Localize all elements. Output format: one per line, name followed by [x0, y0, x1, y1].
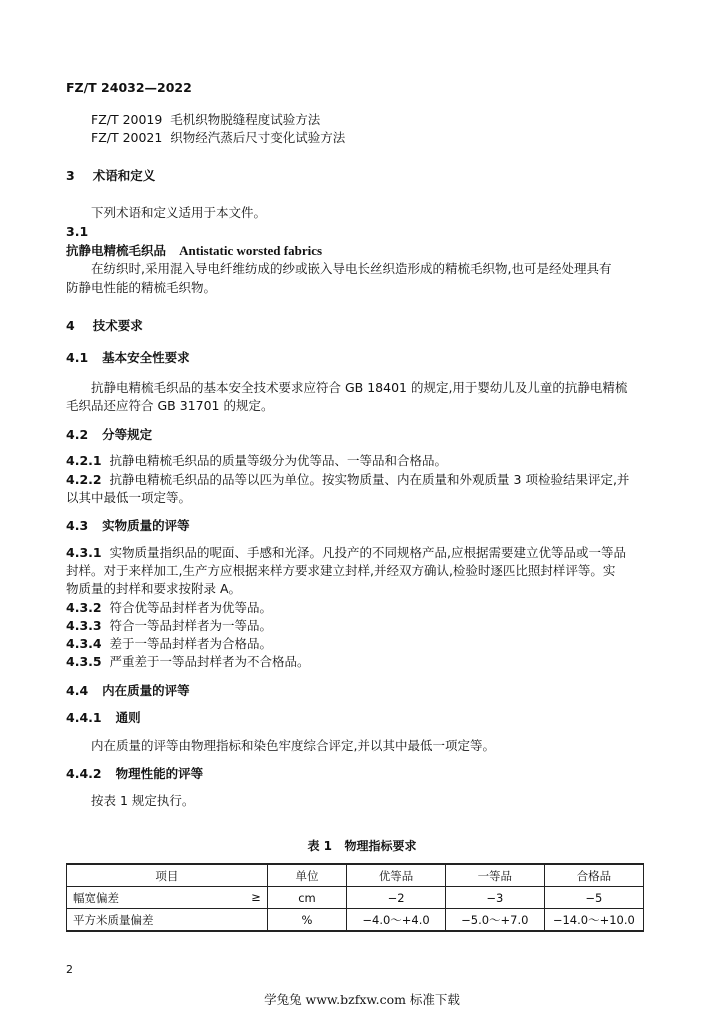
clause-number: 4.2.2 — [66, 472, 102, 487]
section-title: 技术要求 — [92, 318, 143, 333]
term-definition-line: 在纺织时,采用混入导电纤维纺成的纱或嵌入导电长丝织造形成的精梳毛织物,也可是经处理具有 — [91, 261, 612, 276]
footer-watermark: 学兔兔 www.bzfxw.com 标准下载 — [264, 992, 460, 1007]
clause-text: 差于一等品封样者为合格品。 — [109, 636, 273, 651]
section-title: 术语和定义 — [92, 168, 156, 183]
clause-4-3-1-continuation: 物质量的封样和要求按附录 A。 — [66, 581, 242, 596]
section-number: 3 — [66, 168, 75, 183]
term-definition-line: 防静电性能的精梳毛织物。 — [66, 280, 217, 295]
item-label: 平方米质量偏差 — [73, 912, 154, 927]
section-3-heading — [66, 168, 155, 184]
clause-title: 实物质量的评等 — [102, 518, 190, 533]
clause-number: 4.3.4 — [66, 636, 102, 651]
clause-4-3-4 — [66, 636, 272, 652]
table-caption — [0, 838, 724, 854]
clause-text: 实物质量指织品的呢面、手感和光泽。凡投产的不同规格产品,应根据需要建立优等品或一等品 — [109, 545, 627, 560]
table-cell-item — [67, 887, 268, 909]
table-cell-superior: −2 — [347, 887, 446, 909]
clause-text: 符合一等品封样者为一等品。 — [109, 618, 273, 633]
clause-text: 严重差于一等品封样者为不合格品。 — [109, 654, 310, 669]
clause-4-3-heading — [66, 518, 190, 534]
reference-code: FZ/T 20019 — [91, 112, 163, 127]
term-heading — [66, 243, 322, 259]
table-cell-qualified: −5 — [544, 887, 643, 909]
clause-4-3-5 — [66, 654, 310, 670]
reference-title: 织物经汽蒸后尺寸变化试验方法 — [170, 130, 346, 145]
reference-item — [91, 112, 320, 128]
clause-number: 4.3.2 — [66, 600, 102, 615]
clause-4-4-1-heading — [66, 710, 141, 726]
item-label: 幅宽偏差 — [73, 890, 119, 905]
table-cell-item — [67, 909, 268, 932]
reference-code: FZ/T 20021 — [91, 130, 163, 145]
physical-requirements-table — [66, 863, 644, 932]
table-row — [67, 909, 644, 932]
table-header-cell: 单位 — [267, 864, 346, 887]
clause-4-2-2 — [66, 472, 629, 488]
table-cell-unit: % — [267, 909, 346, 932]
reference-item — [91, 130, 345, 146]
clause-4-1-line: 毛织品还应符合 GB 31701 的规定。 — [66, 398, 274, 413]
clause-4-4-2-heading — [66, 766, 203, 782]
table-cell-superior: −4.0～+4.0 — [347, 909, 446, 932]
clause-4-1-line: 抗静电精梳毛织品的基本安全技术要求应符合 GB 18401 的规定,用于婴幼儿及儿童的抗静电精梳 — [91, 380, 628, 395]
table-cell-first: −5.0～+7.0 — [445, 909, 544, 932]
clause-text: 符合优等品封样者为优等品。 — [109, 600, 273, 615]
term-number: 3.1 — [66, 224, 89, 239]
clause-text: 抗静电精梳毛织品的质量等级分为优等品、一等品和合格品。 — [109, 453, 448, 468]
clause-title: 内在质量的评等 — [102, 683, 190, 698]
table-header-cell: 一等品 — [445, 864, 544, 887]
clause-4-4-2-text: 按表 1 规定执行。 — [91, 793, 195, 808]
clause-title: 分等规定 — [102, 427, 153, 442]
clause-4-3-3 — [66, 618, 272, 634]
clause-number: 4.1 — [66, 350, 89, 365]
table-header-row — [67, 864, 644, 887]
clause-4-1-heading — [66, 350, 190, 366]
clause-4-2-heading — [66, 427, 152, 443]
clause-number: 4.3 — [66, 518, 89, 533]
table-number: 表 1 — [307, 839, 332, 853]
clause-number: 4.3.5 — [66, 654, 102, 669]
table-row — [67, 887, 644, 909]
table-cell-qualified: −14.0～+10.0 — [544, 909, 643, 932]
page-number: 2 — [66, 963, 73, 976]
clause-4-2-2-continuation: 以其中最低一项定等。 — [66, 490, 192, 505]
clause-4-4-heading — [66, 683, 190, 699]
standard-code-header: FZ/T 24032—2022 — [66, 80, 192, 95]
clause-number: 4.3.3 — [66, 618, 102, 633]
section-4-heading — [66, 318, 143, 334]
clause-number: 4.3.1 — [66, 545, 102, 560]
table-title: 物理指标要求 — [344, 839, 417, 853]
clause-text: 抗静电精梳毛织品的品等以匹为单位。按实物质量、内在质量和外观质量 3 项检验结果评定,并 — [109, 472, 630, 487]
clause-4-2-1 — [66, 453, 447, 469]
clause-number: 4.4 — [66, 683, 89, 698]
clause-number: 4.2.1 — [66, 453, 102, 468]
clause-title: 物理性能的评等 — [115, 766, 204, 781]
clause-4-3-1-continuation: 封样。对于来样加工,生产方应根据来样方要求建立封样,并经双方确认,检验时逐匹比照封样评等。实 — [66, 563, 616, 578]
clause-number: 4.4.1 — [66, 710, 102, 725]
term-english: Antistatic worsted fabrics — [179, 243, 323, 258]
clause-title: 通则 — [115, 710, 141, 725]
clause-4-4-1-text: 内在质量的评等由物理指标和染色牢度综合评定,并以其中最低一项定等。 — [91, 738, 495, 753]
clause-number: 4.4.2 — [66, 766, 102, 781]
term-chinese: 抗静电精梳毛织品 — [66, 243, 167, 258]
table-cell-first: −3 — [445, 887, 544, 909]
clause-4-3-1 — [66, 545, 626, 561]
clause-title: 基本安全性要求 — [102, 350, 190, 365]
table-header-cell: 优等品 — [347, 864, 446, 887]
section-3-intro: 下列术语和定义适用于本文件。 — [91, 205, 267, 220]
reference-title: 毛机织物脱缝程度试验方法 — [170, 112, 321, 127]
table-header-cell: 项目 — [67, 864, 268, 887]
section-number: 4 — [66, 318, 75, 333]
item-symbol: ≥ — [251, 889, 261, 904]
table-cell-unit: cm — [267, 887, 346, 909]
clause-4-3-2 — [66, 600, 272, 616]
clause-number: 4.2 — [66, 427, 89, 442]
table-header-cell: 合格品 — [544, 864, 643, 887]
